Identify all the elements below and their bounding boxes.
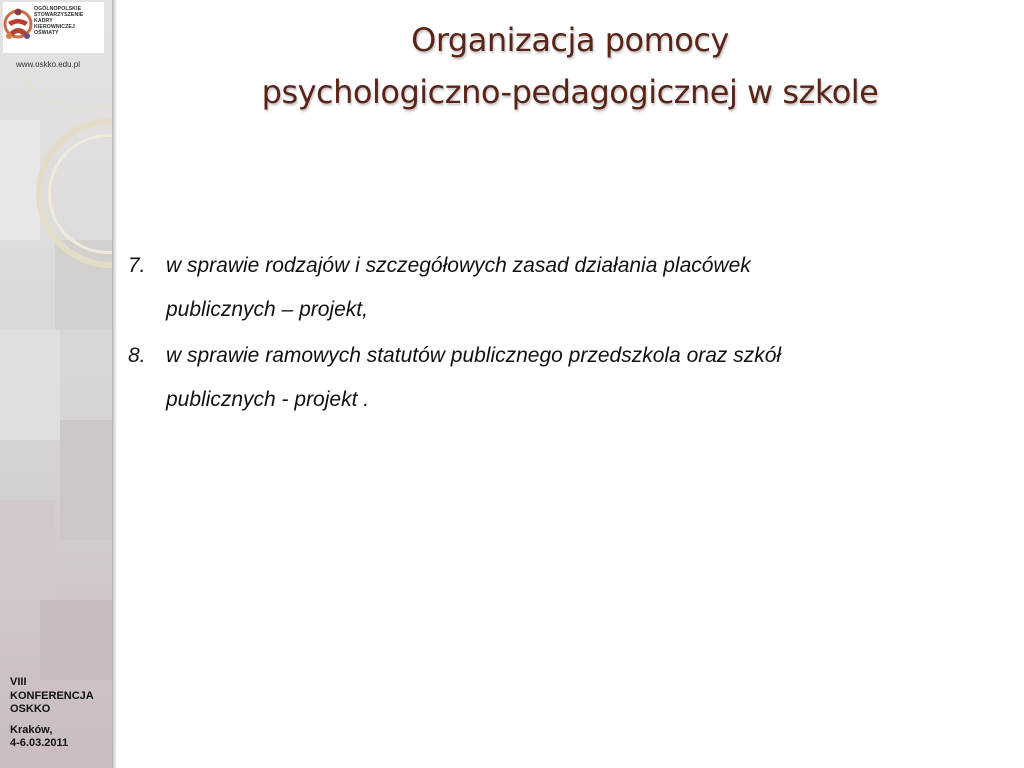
logo-line: OŚWIATY (34, 30, 59, 37)
title-line-1: Organizacja pomocy (411, 21, 729, 59)
logo-text (34, 6, 104, 36)
conference-line: OSKKO (10, 703, 51, 715)
conference-place: Kraków, (10, 723, 53, 736)
logo-line: OGÓLNOPOLSKIE (34, 6, 82, 12)
conference-line: VIII (10, 676, 27, 688)
slide-content (128, 244, 988, 424)
logo-line: STOWARZYSZENIE (34, 12, 84, 19)
sidebar-edge (112, 0, 117, 768)
logo (3, 2, 104, 53)
list-item (128, 334, 988, 422)
item-text-line-2: publicznych – projekt, (166, 298, 368, 321)
conference-info (10, 676, 94, 751)
oskko-logo-icon (3, 2, 35, 52)
item-text-line-1: w sprawie ramowych statutów publicznego przedszkola oraz szkół (166, 344, 782, 367)
logo-line: KIEROWNICZEJ (34, 24, 75, 31)
sidebar (0, 0, 113, 768)
logo-line: KADRY (34, 18, 53, 25)
item-number: 8. (128, 344, 146, 367)
list-item (128, 244, 988, 332)
conference-dates: 4-6.03.2011 (10, 737, 69, 749)
item-text-line-2: publicznych - projekt . (166, 388, 370, 411)
slide-title (190, 14, 950, 118)
site-url: www.oskko.edu.pl (16, 60, 81, 69)
conference-line: KONFERENCJA (10, 689, 94, 702)
item-number: 7. (128, 254, 146, 277)
title-line-2: psychologiczno-pedagogicznej w szkole (261, 73, 879, 111)
item-text-line-1: w sprawie rodzajów i szczegółowych zasad działania placówek (166, 254, 751, 277)
